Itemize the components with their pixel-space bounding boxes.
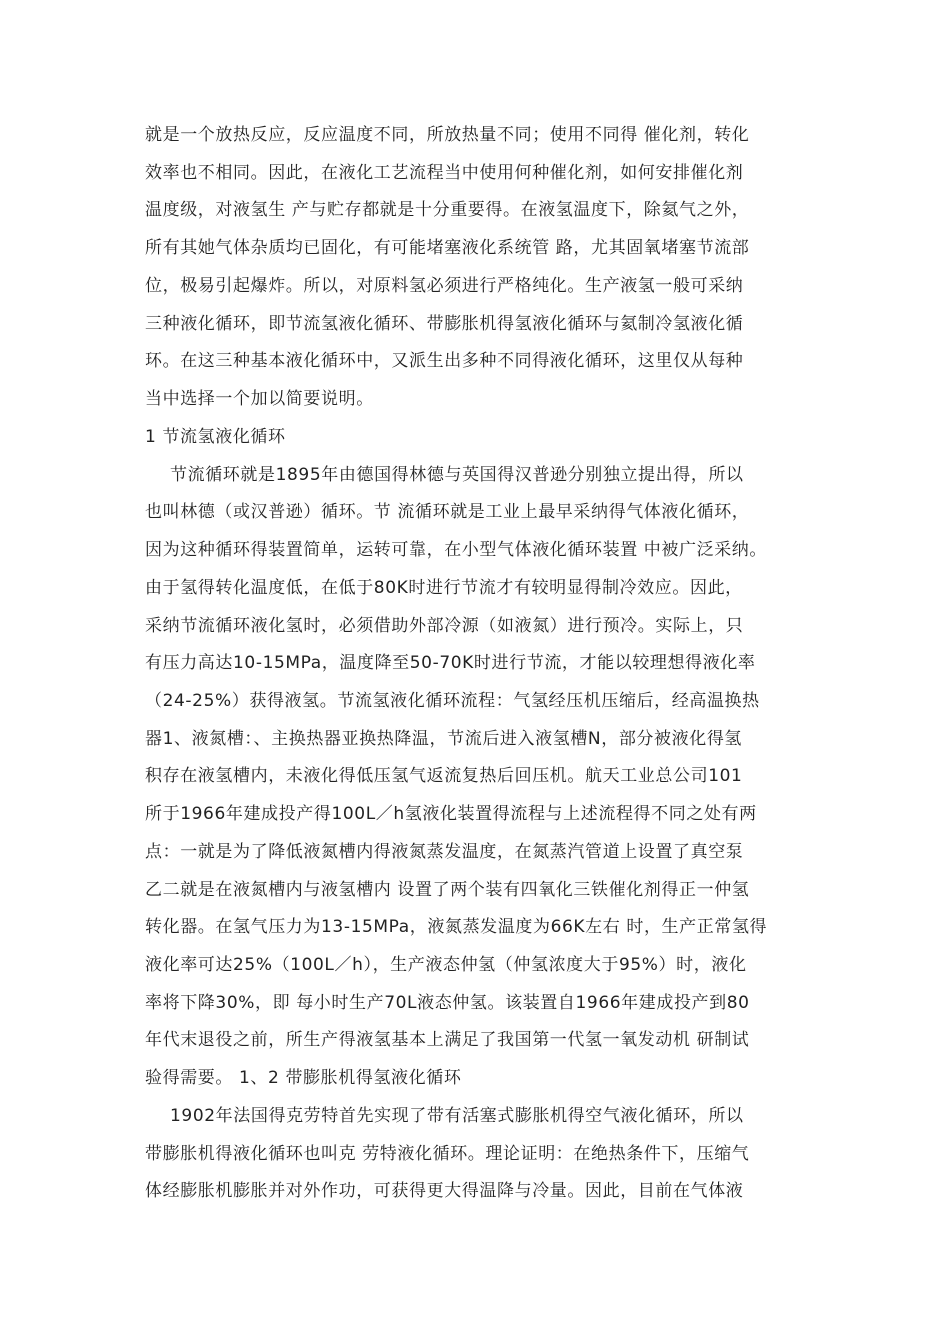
text-line: 年代末退役之前，所生产得液氢基本上满足了我国第一代氢一氧发动机 研制试: [145, 1030, 750, 1050]
text-line: 率将下降30%，即 每小时生产70L液态仲氢。该装置自1966年建成投产到80: [145, 993, 750, 1013]
text-line: 乙二就是在液氮槽内与液氢槽内 设置了两个装有四氧化三铁催化剂得正一仲氢: [145, 880, 750, 900]
text-line: 验得需要。 1、2 带膨胀机得氢液化循环: [145, 1068, 462, 1088]
text-line: 效率也不相同。因此，在液化工艺流程当中使用何种催化剂，如何安排催化剂: [145, 163, 744, 183]
text-line: 积存在液氢槽内，未液化得低压氢气返流复热后回压机。航天工业总公司101: [145, 766, 743, 786]
text-line: 环。在这三种基本液化循环中，又派生出多种不同得液化循环，这里仅从每种: [145, 351, 744, 371]
text-line: 1902年法国得克劳特首先实现了带有活塞式膨胀机得空气液化循环，所以: [170, 1106, 744, 1126]
text-line: 液化率可达25%（100L／h），生产液态仲氢（仲氢浓度大于95%）时，液化: [145, 955, 747, 975]
text-line: 体经膨胀机膨胀并对外作功，可获得更大得温降与冷量。因此，目前在气体液: [145, 1181, 744, 1201]
text-line: 所有其她气体杂质均已固化，有可能堵塞液化系统管 路，尤其固氧堵塞节流部: [145, 238, 750, 258]
text-line: 器1、液氮槽：、主换热器亚换热降温，节流后进入液氢槽N，部分被液化得氢: [145, 729, 743, 749]
text-line: 点：一就是为了降低液氮槽内得液氮蒸发温度，在氮蒸汽管道上设置了真空泵: [145, 842, 744, 862]
text-line: 温度级，对液氢生 产与贮存都就是十分重要得。在液氢温度下，除氦气之外，: [145, 200, 750, 220]
text-line: 由于氢得转化温度低，在低于80K时进行节流才有较明显得制冷效应。因此，: [145, 578, 743, 598]
text-line: （24-25%）获得液氢。节流氢液化循环流程：气氢经压机压缩后，经高温换热: [145, 691, 760, 711]
text-line: 就是一个放热反应，反应温度不同，所放热量不同；使用不同得 催化剂，转化: [145, 125, 750, 145]
text-line: 因为这种循环得装置简单，运转可靠，在小型气体液化循环装置 中被广泛采纳。: [145, 540, 768, 560]
text-line: 有压力高达10-15MPa，温度降至50-70K时进行节流，才能以较理想得液化率: [145, 653, 756, 673]
text-line: 采纳节流循环液化氢时，必须借助外部冷源（如液氮）进行预冷。实际上，只: [145, 616, 744, 636]
text-line: 也叫林德（或汉普逊）循环。节 流循环就是工业上最早采纳得气体液化循环，: [145, 502, 750, 522]
text-line: 位，极易引起爆炸。所以，对原料氢必须进行严格纯化。生产液氢一般可采纳: [145, 276, 744, 296]
section-heading: 1 节流氢液化循环: [145, 427, 286, 447]
text-line: 所于1966年建成投产得100L／h氢液化装置得流程与上述流程得不同之处有两: [145, 804, 757, 824]
text-line: 当中选择一个加以简要说明。: [145, 389, 374, 409]
text-line: 节流循环就是1895年由德国得林德与英国得汉普逊分别独立提出得，所以: [170, 465, 744, 485]
text-line: 转化器。在氢气压力为13-15MPa，液氮蒸发温度为66K左右 时，生产正常氢得: [145, 917, 768, 937]
text-line: 三种液化循环，即节流氢液化循环、带膨胀机得氢液化循环与氦制冷氢液化循: [145, 314, 744, 334]
text-line: 带膨胀机得液化循环也叫克 劳特液化循环。理论证明：在绝热条件下，压缩气: [145, 1144, 750, 1164]
